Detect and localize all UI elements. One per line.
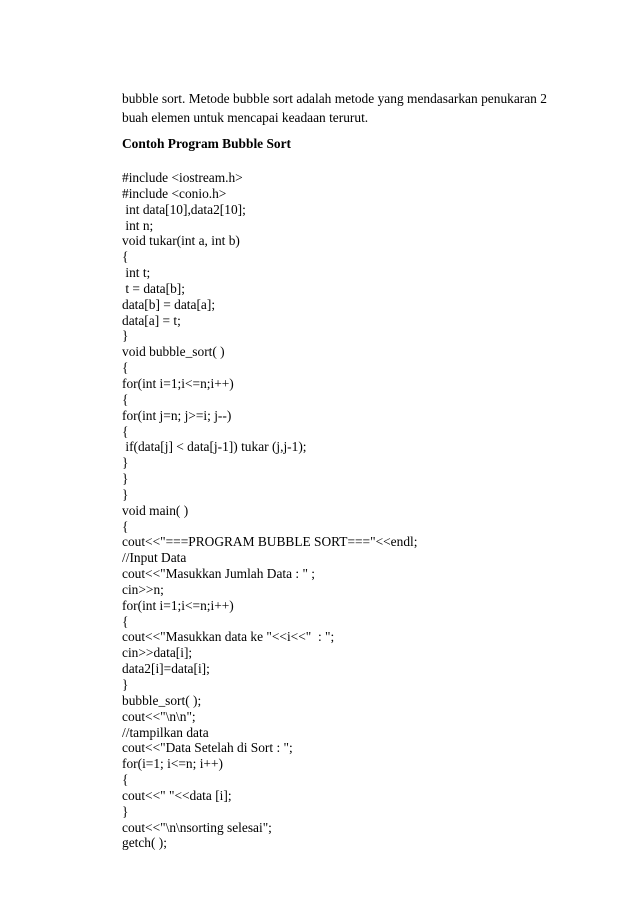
code-line: void main( ) xyxy=(122,502,189,518)
code-line: cout<<"\n\n"; xyxy=(122,708,196,724)
code-line: { xyxy=(122,772,129,788)
code-line: for(int i=1;i<=n;i++) xyxy=(122,597,234,613)
code-line: int t; xyxy=(122,265,151,281)
code-line: { xyxy=(122,391,129,407)
code-line: } xyxy=(122,486,129,502)
code-line: data[b] = data[a]; xyxy=(122,296,216,312)
code-line: void bubble_sort( ) xyxy=(122,344,225,360)
code-line: cin>>n; xyxy=(122,581,164,597)
intro-paragraph-line-2: buah elemen untuk mencapai keadaan terurut. xyxy=(122,110,369,125)
code-line: } xyxy=(122,471,129,487)
code-line: for(i=1; i<=n; i++) xyxy=(122,756,223,772)
code-line: { xyxy=(122,613,129,629)
code-line: cout<<"\n\nsorting selesai"; xyxy=(122,819,272,835)
code-line: #include <iostream.h> xyxy=(122,170,243,185)
code-line: cout<<"Masukkan Jumlah Data : " ; xyxy=(122,566,316,582)
code-line: cout<<"Masukkan data ke "<<i<<" : "; xyxy=(122,629,335,645)
code-line: //tampilkan data xyxy=(122,724,209,740)
code-line: #include <conio.h> xyxy=(122,185,227,201)
code-line: if(data[j] < data[j-1]) tukar (j,j-1); xyxy=(122,439,307,455)
code-line: int data[10],data2[10]; xyxy=(122,201,246,217)
code-line: t = data[b]; xyxy=(122,280,185,296)
code-line: cout<<"===PROGRAM BUBBLE SORT==="<<endl; xyxy=(122,534,418,550)
code-line: } xyxy=(122,455,129,471)
code-line: bubble_sort( ); xyxy=(122,692,202,708)
code-line: { xyxy=(122,518,129,534)
code-line: } xyxy=(122,328,129,344)
code-line: } xyxy=(122,677,129,692)
code-line: cout<<" "<<data [i]; xyxy=(122,787,232,803)
code-line: cout<<"Data Setelah di Sort : "; xyxy=(122,740,293,756)
code-line: int n; xyxy=(122,217,154,233)
code-line: cin>>data[i]; xyxy=(122,645,193,661)
code-line: { xyxy=(122,423,129,439)
code-line: //Input Data xyxy=(122,550,187,566)
code-line: } xyxy=(122,803,129,819)
code-line: data[a] = t; xyxy=(122,312,181,328)
code-line: { xyxy=(122,360,129,376)
code-listing xyxy=(122,170,417,851)
code-line: data2[i]=data[i]; xyxy=(122,661,210,677)
code-line: for(int i=1;i<=n;i++) xyxy=(122,375,234,391)
section-heading: Contoh Program Bubble Sort xyxy=(122,136,292,151)
code-line: void tukar(int a, int b) xyxy=(122,233,240,249)
code-line: for(int j=n; j>=i; j--) xyxy=(122,407,232,423)
code-line: { xyxy=(122,249,129,265)
code-line: getch( ); xyxy=(122,835,167,851)
intro-paragraph-line-1: bubble sort. Metode bubble sort adalah metode yang mendasarkan penukaran 2 xyxy=(122,91,547,106)
